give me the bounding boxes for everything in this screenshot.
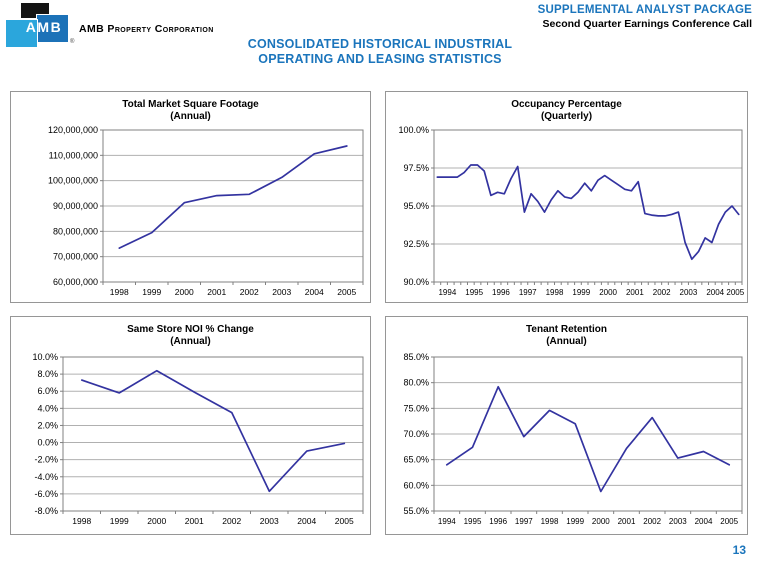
x-axis-tick-label: 2003 [259, 516, 279, 526]
y-axis-tick-label: 70,000,000 [52, 251, 98, 262]
chart-subtitle: (Annual) [170, 336, 211, 347]
data-series-line [119, 146, 346, 248]
x-axis-tick-label: 2000 [599, 288, 617, 297]
y-axis-tick-label: 70.0% [403, 429, 429, 439]
x-axis-tick-label: 2003 [272, 287, 292, 297]
x-axis-tick-label: 2005 [726, 288, 745, 297]
page-number: 13 [732, 543, 746, 557]
x-axis-tick-label: 1995 [465, 288, 484, 297]
x-axis-tick-label: 2004 [297, 516, 317, 526]
y-axis-tick-label: 110,000,000 [48, 150, 98, 161]
x-axis-tick-label: 2002 [652, 288, 671, 297]
y-axis-tick-label: 90.0% [403, 277, 429, 287]
page-title-line1: CONSOLIDATED HISTORICAL INDUSTRIAL [247, 37, 513, 51]
x-axis-tick-label: 2005 [720, 517, 739, 526]
y-axis-tick-label: 95.0% [403, 201, 429, 211]
chart-title: Same Store NOI % Change [127, 324, 254, 335]
chart-svg [386, 92, 747, 302]
x-axis-tick-label: 2002 [643, 517, 662, 526]
y-axis-tick-label: 120,000,000 [47, 125, 98, 135]
y-axis-tick-label: 2.0% [37, 420, 58, 431]
y-axis-tick-label: 0.0% [37, 437, 58, 448]
x-axis-tick-label: 1994 [437, 517, 456, 526]
y-axis-tick-label: 100.0% [398, 125, 429, 135]
y-axis-tick-label: 8.0% [37, 369, 58, 380]
chart-panel-occupancy-percentage [385, 91, 748, 303]
registered-trademark-symbol: ® [70, 39, 75, 45]
x-axis-tick-label: 1998 [109, 287, 129, 297]
package-title: SUPPLEMENTAL ANALYST PACKAGE [537, 4, 752, 16]
y-axis-tick-label: 85.0% [403, 352, 429, 362]
chart-subtitle: (Annual) [170, 111, 211, 122]
y-axis-tick-label: 4.0% [37, 403, 58, 414]
chart-title: Tenant Retention [526, 324, 607, 335]
x-axis-tick-label: 2002 [222, 516, 242, 526]
plot-border [63, 357, 363, 511]
chart-subtitle: (Quarterly) [540, 111, 593, 122]
page-title [0, 37, 760, 67]
x-axis-tick-label: 1999 [109, 516, 129, 526]
x-axis-tick-label: 1998 [540, 517, 559, 526]
y-axis-tick-label: 55.0% [403, 506, 429, 516]
package-subtitle: Second Quarter Earnings Conference Call [542, 18, 752, 30]
x-axis-tick-label: 2004 [304, 287, 324, 297]
x-axis-tick-label: 1995 [463, 517, 482, 526]
x-axis-tick-label: 2001 [625, 288, 644, 297]
x-axis-tick-label: 2000 [147, 516, 167, 526]
y-axis-tick-label: 90,000,000 [52, 201, 98, 211]
x-axis-tick-label: 1997 [518, 288, 537, 297]
header-right-block [538, 4, 752, 30]
chart-subtitle: (Annual) [546, 336, 587, 347]
chart-panel-tenant-retention [385, 316, 748, 535]
chart-svg [386, 317, 747, 534]
y-axis-tick-label: 92.5% [403, 239, 429, 249]
y-axis-tick-label: -4.0% [34, 471, 58, 482]
y-axis-tick-label: 60.0% [403, 480, 429, 491]
x-axis-tick-label: 1999 [572, 288, 591, 297]
y-axis-tick-label: 97.5% [403, 163, 429, 173]
data-series-line [447, 387, 729, 492]
x-axis-tick-label: 1996 [492, 288, 510, 297]
page-title-line2: OPERATING AND LEASING STATISTICS [258, 52, 502, 66]
x-axis-tick-label: 2004 [694, 517, 713, 526]
y-axis-tick-label: 65.0% [403, 454, 429, 465]
chart-panel-total-market-square-footage [10, 91, 371, 303]
x-axis-tick-label: 1998 [545, 288, 564, 297]
x-axis-tick-label: 2001 [617, 517, 636, 526]
x-axis-tick-label: 1999 [566, 517, 585, 526]
x-axis-tick-label: 2003 [668, 517, 687, 526]
logo-wordmark: AMB [25, 19, 63, 35]
y-axis-tick-label: 80.0% [403, 377, 429, 388]
x-axis-tick-label: 2003 [679, 288, 698, 297]
x-axis-tick-label: 1999 [142, 287, 162, 297]
y-axis-tick-label: -2.0% [34, 454, 58, 465]
y-axis-tick-label: 75.0% [403, 403, 429, 414]
y-axis-tick-label: 6.0% [37, 386, 58, 397]
y-axis-tick-label: 100,000,000 [47, 175, 98, 186]
x-axis-tick-label: 2005 [337, 287, 357, 297]
company-name: AMB Property Corporation [79, 23, 214, 35]
chart-title: Total Market Square Footage [122, 99, 259, 110]
x-axis-tick-label: 2002 [239, 287, 259, 297]
x-axis-tick-label: 2004 [706, 288, 725, 297]
x-axis-tick-label: 2001 [184, 516, 204, 526]
y-axis-tick-label: 60,000,000 [52, 277, 98, 287]
chart-panel-same-store-noi-change [10, 316, 371, 535]
x-axis-tick-label: 2005 [334, 516, 354, 526]
x-axis-tick-label: 1996 [489, 517, 508, 526]
x-axis-tick-label: 2000 [174, 287, 194, 297]
chart-title: Occupancy Percentage [511, 99, 622, 110]
y-axis-tick-label: 10.0% [32, 352, 58, 362]
x-axis-tick-label: 1994 [438, 288, 457, 297]
x-axis-tick-label: 1997 [514, 517, 533, 526]
chart-svg [11, 92, 370, 302]
data-series-line [437, 165, 738, 259]
y-axis-tick-label: -6.0% [34, 488, 58, 499]
y-axis-tick-label: -8.0% [34, 506, 58, 516]
x-axis-tick-label: 1998 [72, 516, 92, 526]
y-axis-tick-label: 80,000,000 [52, 226, 98, 237]
x-axis-tick-label: 2001 [207, 287, 227, 297]
data-series-line [82, 371, 345, 492]
chart-svg [11, 317, 370, 534]
x-axis-tick-label: 2000 [591, 517, 610, 526]
